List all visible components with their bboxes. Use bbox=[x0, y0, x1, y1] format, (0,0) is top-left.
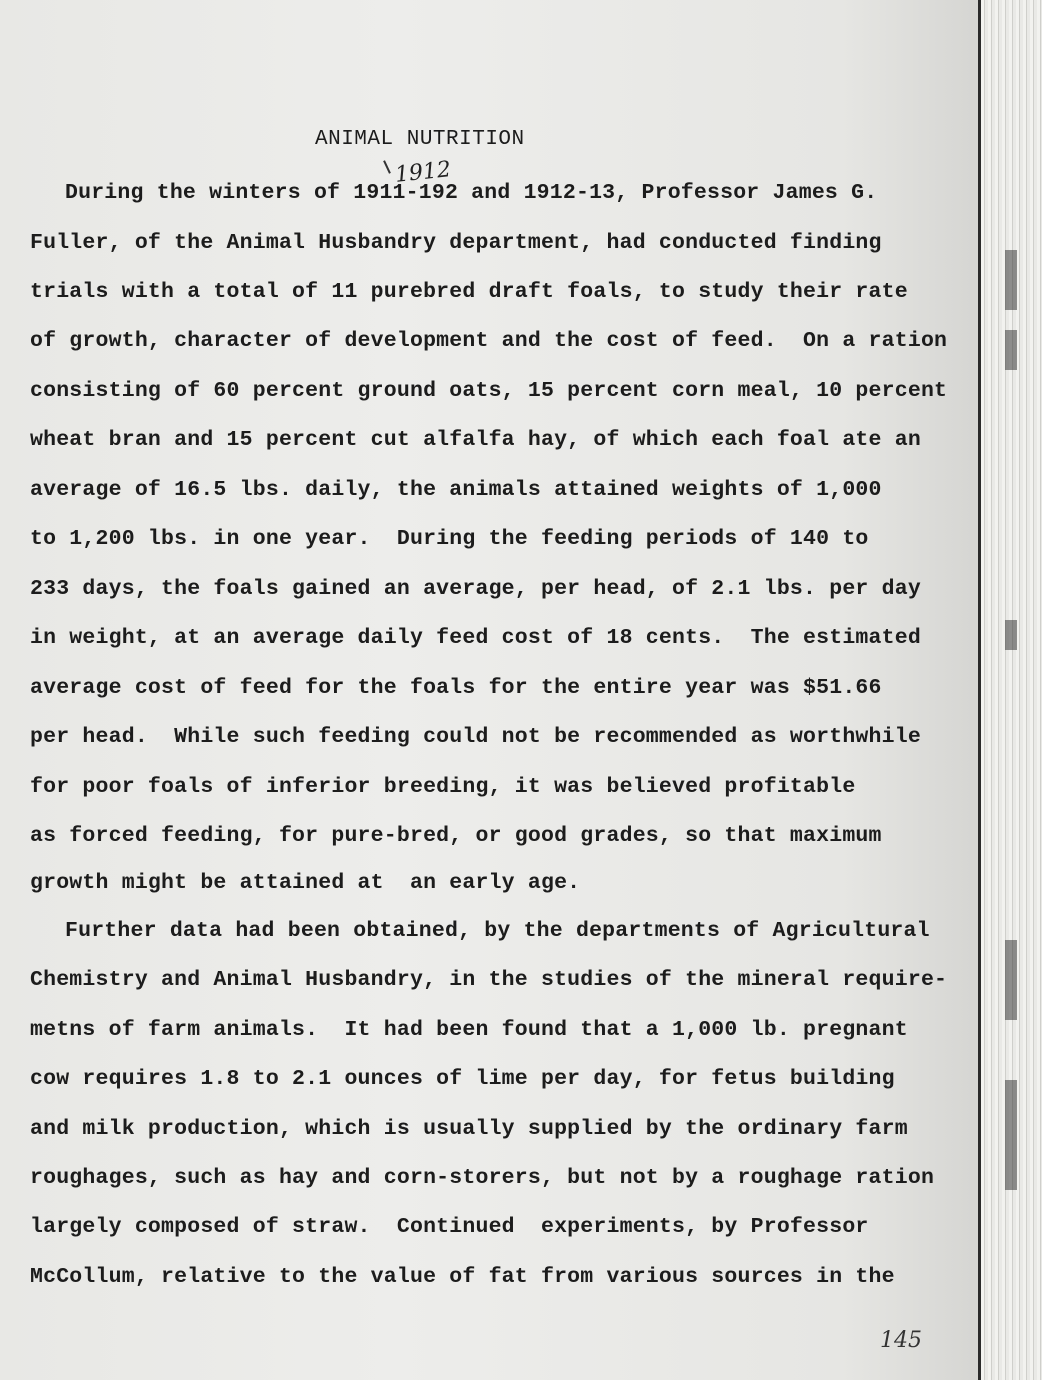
handwritten-correction: 1912 bbox=[393, 157, 453, 188]
text-line: average of 16.5 lbs. daily, the animals attained weights of 1,000 bbox=[30, 478, 882, 502]
text-line: 233 days, the foals gained an average, per head, of 2.1 lbs. per day bbox=[30, 577, 921, 601]
text-line: cow requires 1.8 to 2.1 ounces of lime per day, for fetus building bbox=[30, 1067, 895, 1091]
gutter-mark bbox=[1005, 330, 1017, 370]
text-line: consisting of 60 percent ground oats, 15 percent corn meal, 10 percent bbox=[30, 379, 948, 403]
text-line: for poor foals of inferior breeding, it was believed profitable bbox=[30, 775, 856, 799]
text-line: trials with a total of 11 purebred draft foals, to study their rate bbox=[30, 280, 908, 304]
text-line: wheat bran and 15 percent cut alfalfa hay, of which each foal ate an bbox=[30, 428, 921, 452]
text-line: of growth, character of development and the cost of feed. On a ration bbox=[30, 329, 948, 353]
text-line: in weight, at an average daily feed cost of 18 cents. The estimated bbox=[30, 626, 921, 650]
gutter-mark bbox=[1005, 1080, 1017, 1190]
text-line: McCollum, relative to the value of fat from various sources in the bbox=[30, 1265, 895, 1289]
gutter-mark bbox=[1005, 620, 1017, 650]
text-line: largely composed of straw. Continued experiments, by Professor bbox=[30, 1215, 869, 1239]
text-line: During the winters of 1911-192 and 1912-13, Professor James G. bbox=[65, 181, 878, 205]
text-line: and milk production, which is usually supplied by the ordinary farm bbox=[30, 1117, 908, 1141]
text-line: metns of farm animals. It had been found that a 1,000 lb. pregnant bbox=[30, 1018, 908, 1042]
page-number: 145 bbox=[880, 1328, 922, 1353]
text-line: roughages, such as hay and corn-storers, but not by a roughage ration bbox=[30, 1166, 935, 1190]
text-line: Fuller, of the Animal Husbandry department, had conducted finding bbox=[30, 231, 882, 255]
text-line: average cost of feed for the foals for the entire year was $51.66 bbox=[30, 676, 882, 700]
gutter-mark bbox=[1005, 940, 1017, 1020]
text-line: to 1,200 lbs. in one year. During the feeding periods of 140 to bbox=[30, 527, 869, 551]
text-line: per head. While such feeding could not be recommended as worthwhile bbox=[30, 725, 921, 749]
text-line: as forced feeding, for pure-bred, or good grades, so that maximum bbox=[30, 824, 882, 848]
text-line: Further data had been obtained, by the departments of Agricultural bbox=[65, 919, 930, 943]
page-title: ANIMAL NUTRITION bbox=[315, 128, 525, 151]
text-line: growth might be attained at an early age. bbox=[30, 871, 581, 895]
text-line: Chemistry and Animal Husbandry, in the studies of the mineral require- bbox=[30, 968, 948, 992]
gutter-mark bbox=[1005, 250, 1017, 310]
